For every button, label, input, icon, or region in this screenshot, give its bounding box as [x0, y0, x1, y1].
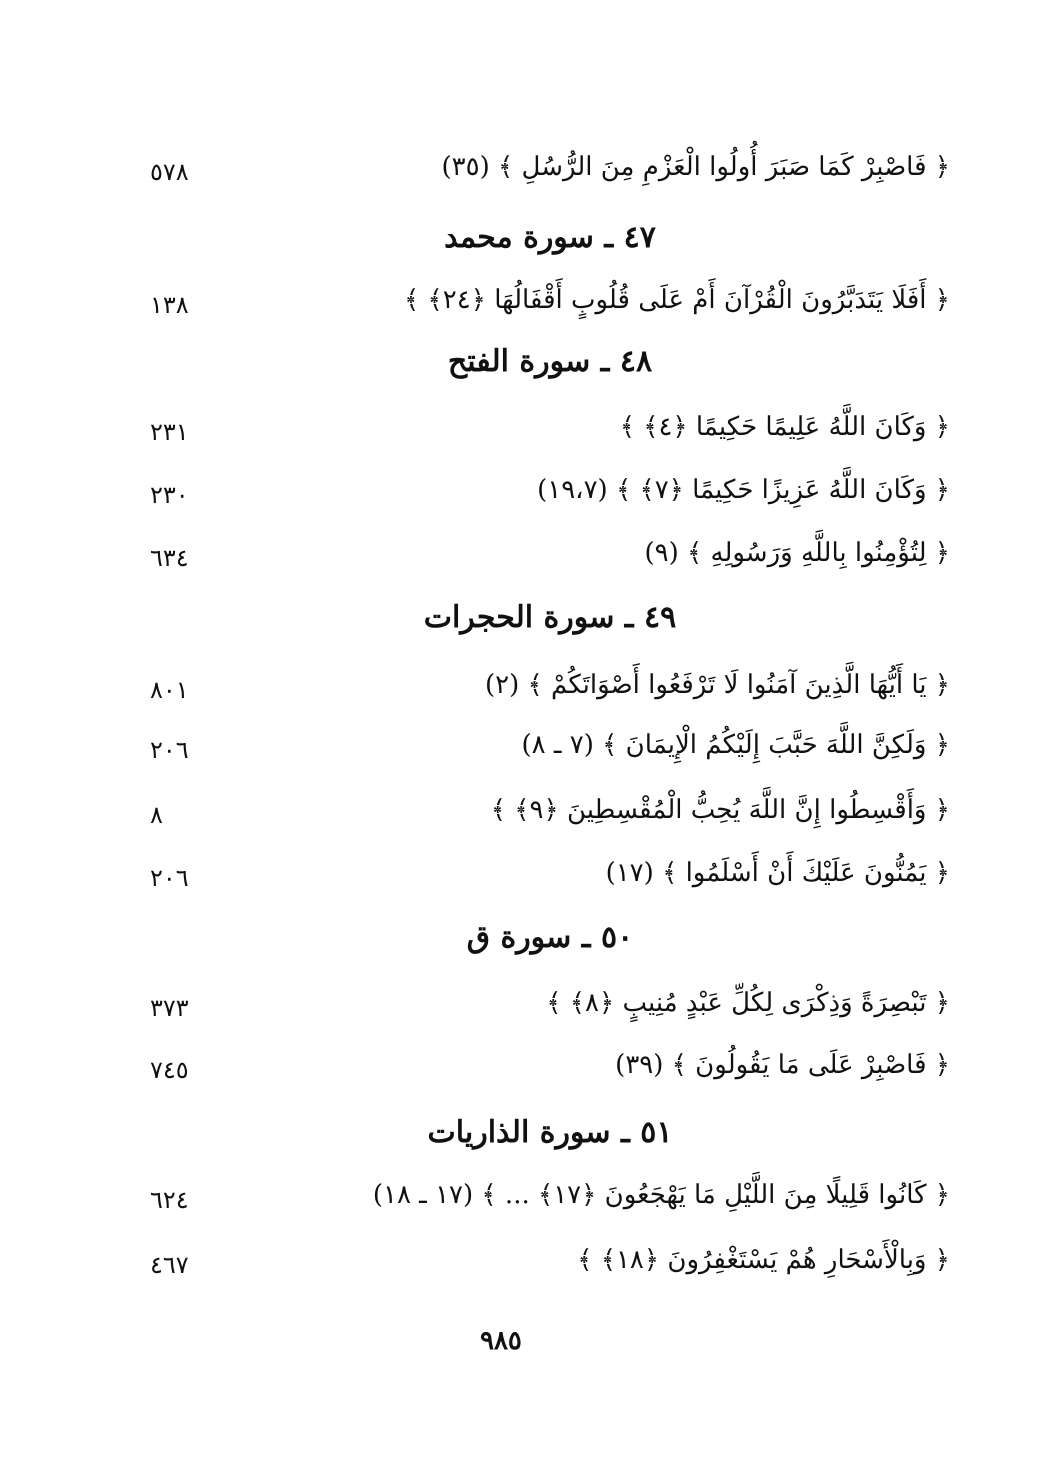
index-entry	[150, 1180, 950, 1220]
verse-text: ﴿ لِتُؤْمِنُوا بِاللَّهِ وَرَسُولِهِ ﴾ (٩)	[644, 538, 950, 568]
surah-heading: ٤٩ ـ سورة الحجرات	[423, 600, 677, 635]
page-reference: ٥٧٨	[150, 158, 189, 186]
verse-text: ﴿ وَكَانَ اللَّهُ عَلِيمًا حَكِيمًا ﴿٤﴾ ﴾	[619, 412, 950, 442]
index-entry	[150, 538, 950, 578]
page-reference: ٢٣١	[150, 418, 189, 446]
index-entry	[150, 1050, 950, 1090]
index-entry	[150, 285, 950, 325]
surah-heading: ٥٠ ـ سورة ق	[466, 920, 634, 955]
page-number: ٩٨٥	[480, 1326, 522, 1356]
surah-heading: ٥١ ـ سورة الذاريات	[427, 1115, 673, 1150]
page-reference: ٨٠١	[150, 676, 189, 704]
index-entry	[150, 988, 950, 1028]
page-reference: ٤٦٧	[150, 1251, 189, 1279]
surah-heading: ٤٧ ـ سورة محمد	[444, 220, 656, 255]
index-entry	[150, 152, 950, 192]
page-reference: ٧٤٥	[150, 1056, 189, 1084]
index-entry	[150, 730, 950, 770]
page-reference: ٢٠٦	[150, 864, 189, 892]
verse-text: ﴿ أَفَلَا يَتَدَبَّرُونَ الْقُرْآنَ أَمْ عَلَى قُلُوبٍ أَقْفَالُهَا ﴿٢٤﴾ ﴾	[404, 285, 950, 315]
verse-text: ﴿ فَاصْبِرْ كَمَا صَبَرَ أُولُوا الْعَزْمِ مِنَ الرُّسُلِ ﴾ (٣٥)	[441, 152, 950, 182]
page-reference: ٦٢٤	[150, 1186, 189, 1214]
index-entry	[150, 1245, 950, 1285]
page-reference: ٦٣٤	[150, 544, 189, 572]
verse-text: ﴿ فَاصْبِرْ عَلَى مَا يَقُولُونَ ﴾ (٣٩)	[615, 1050, 950, 1080]
verse-text: ﴿ وَلَكِنَّ اللَّهَ حَبَّبَ إِلَيْكُمُ الْإِيمَانَ ﴾ (٧ ـ ٨)	[521, 730, 950, 760]
page-reference: ٢٣٠	[150, 481, 189, 509]
verse-text: ﴿ كَانُوا قَلِيلًا مِنَ اللَّيْلِ مَا يَهْجَعُونَ ﴿١٧﴾ ... ﴾ (١٧ ـ ١٨)	[372, 1180, 950, 1210]
page-reference: ٣٧٣	[150, 994, 189, 1022]
surah-heading: ٤٨ ـ سورة الفتح	[447, 344, 653, 379]
verse-text: ﴿ وَكَانَ اللَّهُ عَزِيزًا حَكِيمًا ﴿٧﴾ ﴾ (١٩،٧)	[537, 475, 950, 505]
page-reference: ١٣٨	[150, 291, 189, 319]
index-entry	[150, 475, 950, 515]
index-entry	[150, 670, 950, 710]
verse-text: ﴿ وَبِالْأَسْحَارِ هُمْ يَسْتَغْفِرُونَ ﴿١٨﴾ ﴾	[577, 1245, 950, 1275]
verse-text: ﴿ يَا أَيُّهَا الَّذِينَ آمَنُوا لَا تَرْفَعُوا أَصْوَاتَكُمْ ﴾ (٢)	[484, 670, 950, 700]
page-reference: ٢٠٦	[150, 736, 189, 764]
index-entry	[150, 858, 950, 898]
index-entry	[150, 795, 950, 835]
verse-text: ﴿ تَبْصِرَةً وَذِكْرَى لِكُلِّ عَبْدٍ مُنِيبٍ ﴿٨﴾ ﴾	[546, 988, 950, 1018]
verse-text: ﴿ وَأَقْسِطُوا إِنَّ اللَّهَ يُحِبُّ الْمُقْسِطِينَ ﴿٩﴾ ﴾	[490, 795, 950, 825]
verse-text: ﴿ يَمُنُّونَ عَلَيْكَ أَنْ أَسْلَمُوا ﴾ (١٧)	[605, 858, 950, 888]
index-entry	[150, 412, 950, 452]
page-reference: ٨	[150, 801, 163, 829]
